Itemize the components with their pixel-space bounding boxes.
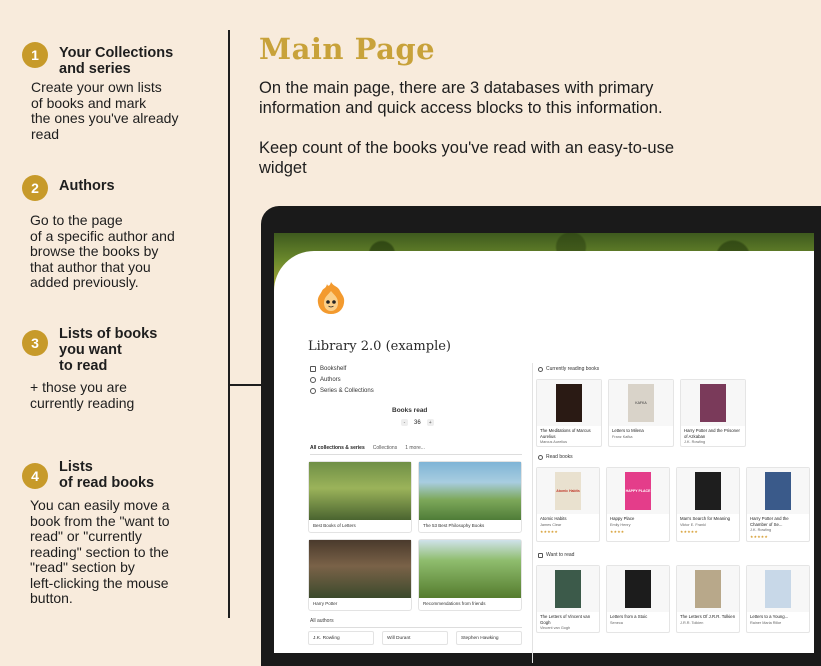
feature-title: Your Collections and series (59, 45, 174, 77)
book-card[interactable]: Letters from a Stoic Seneca (606, 565, 670, 633)
feature-number-badge: 2 (22, 175, 48, 201)
quick-links (310, 363, 374, 396)
book-card[interactable]: The Letters of Vincent van Gogh Vincent van Gogh (536, 565, 600, 633)
feature-description: Create your own lists of books and mark the ones you've already read (31, 79, 179, 142)
vertical-divider (228, 30, 230, 618)
section-currently-reading: Currently reading books (538, 366, 599, 372)
tab-all-collections[interactable]: All collections & series (310, 445, 365, 451)
books-read-counter (399, 419, 436, 426)
book-cover (695, 472, 721, 510)
collection-card[interactable]: Recommendations from friends (418, 539, 522, 611)
half-circle-icon (538, 367, 543, 372)
currently-reading-list (536, 379, 816, 447)
bookmark-icon (538, 553, 543, 558)
feature-authors (22, 178, 227, 291)
collection-cover (309, 462, 411, 520)
books-read-label: Books read (392, 407, 428, 414)
feature-number-badge: 3 (22, 330, 48, 356)
increment-button[interactable]: + (427, 419, 434, 426)
app-screen (274, 233, 814, 653)
book-card[interactable]: The Meditations of Marcus Aurelius Marcus Aurelius (536, 379, 602, 447)
book-card[interactable]: Harry Potter and the Prisoner of Azkaban J.K. Rowling (680, 379, 746, 447)
check-circle-icon (538, 455, 543, 460)
book-icon (310, 366, 316, 372)
book-card[interactable]: Letters to a Young... Rainer Maria Rilke (746, 565, 810, 633)
book-cover (556, 384, 582, 422)
page-description: On the main page, there are 3 databases with primary information and quick access blocks to this information. Keep count of the books you've read with an easy-to-use widget (259, 79, 674, 177)
book-card[interactable]: Atomic Habits Atomic Habits James Clear ★★★★★ (536, 467, 600, 542)
feature-description: Go to the page of a specific author and browse the books by that author that you added previously. (30, 212, 175, 290)
author-card[interactable]: J.K. Rowling (308, 631, 374, 645)
want-to-read-list (536, 565, 816, 633)
book-cover (555, 570, 581, 608)
feature-description: You can easily move a book from the "want to read" or "currently reading" section to the "read" section by left-clicking the mouse button. (30, 497, 170, 606)
feature-number-badge: 1 (22, 42, 48, 68)
feature-read-books (22, 459, 227, 607)
collection-card[interactable]: Best Books of Letters (308, 461, 412, 533)
collection-card[interactable]: The 53 Best Philosophy Books (418, 461, 522, 533)
authors-gallery (308, 631, 522, 645)
nav-authors[interactable]: Authors (310, 374, 374, 385)
notion-page (274, 251, 814, 653)
feature-title: Authors (59, 178, 115, 194)
decrement-button[interactable]: - (401, 419, 408, 426)
rating-stars: ★★★★★ (680, 529, 699, 534)
book-cover: HAPPY PLACE (625, 472, 651, 510)
section-want-to-read: Want to read (538, 552, 574, 558)
person-icon (310, 377, 316, 383)
collection-card[interactable]: Harry Potter (308, 539, 412, 611)
read-books-list (536, 467, 816, 542)
book-card[interactable]: The Letters Of J.R.R. Tolkien J.R.R. Tolkien (676, 565, 740, 633)
feature-number-badge: 4 (22, 463, 48, 489)
book-cover (765, 570, 791, 608)
book-card[interactable]: KAFKA Letters to Milena Franz Kafka (608, 379, 674, 447)
rating-stars: ★★★★ (610, 529, 625, 534)
collections-tabs (310, 445, 522, 455)
collection-cover (419, 462, 521, 520)
books-read-value: 36 (414, 419, 421, 426)
book-cover (695, 570, 721, 608)
feature-title: Lists of books you want to read (59, 326, 158, 374)
book-cover (765, 472, 791, 510)
collections-gallery (308, 461, 522, 611)
feature-collections (22, 45, 227, 142)
author-card[interactable]: Will Durant (382, 631, 448, 645)
feature-title: Lists of read books (59, 459, 155, 491)
collection-cover (309, 540, 411, 598)
tab-more[interactable]: 1 more... (405, 445, 425, 451)
section-read-books: Read books (538, 454, 573, 460)
gear-icon (310, 388, 316, 394)
nav-bookshelf[interactable]: Bookshelf (310, 363, 374, 374)
feature-want-to-read (22, 326, 227, 411)
book-cover: Atomic Habits (555, 472, 581, 510)
author-card[interactable]: Stephen Hawking (456, 631, 522, 645)
rating-stars: ★★★★★ (750, 535, 769, 539)
book-cover (700, 384, 726, 422)
book-card[interactable]: Man's Search for Meaning Viktor E. Frankl ★★★★★ (676, 467, 740, 542)
fire-logo-icon (316, 281, 346, 320)
tab-collections[interactable]: Collections (372, 445, 398, 451)
rating-stars: ★★★★★ (540, 529, 559, 534)
page-title: Main Page (259, 32, 436, 66)
notion-page-title: Library 2.0 (example) (308, 339, 451, 354)
tab-all-authors[interactable]: All authors (310, 618, 522, 628)
connector-line (228, 384, 262, 386)
book-card[interactable]: HAPPY PLACE Happy Place Emily Henry ★★★★ (606, 467, 670, 542)
book-cover: KAFKA (628, 384, 654, 422)
column-divider (532, 363, 533, 663)
nav-series-collections[interactable]: Series & Collections (310, 385, 374, 396)
feature-description: + those you are currently reading (30, 379, 135, 411)
collection-cover (419, 540, 521, 598)
book-card[interactable]: Harry Potter and the Chamber of Se... J.K. Rowling ★★★★★ (746, 467, 810, 542)
book-cover (625, 570, 651, 608)
